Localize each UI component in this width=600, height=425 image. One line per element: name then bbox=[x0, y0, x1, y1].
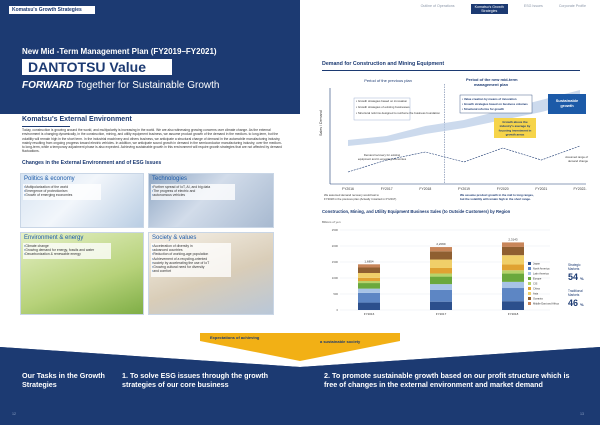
bar-segment bbox=[430, 284, 452, 290]
page-number-right: 13 bbox=[580, 412, 584, 416]
tile-list bbox=[152, 185, 210, 198]
tile-list bbox=[24, 244, 94, 257]
period-new-label-2: management plan bbox=[474, 82, 509, 87]
arrow-label: a sustainable society bbox=[320, 339, 361, 344]
bar-segment bbox=[430, 273, 452, 276]
legend-swatch bbox=[528, 302, 531, 305]
tasks-heading: Our Tasks in the Growth Strategies bbox=[22, 371, 105, 389]
list-item: ▪ The progress of electric and bbox=[152, 189, 210, 193]
x-tick-label: FY2016 bbox=[342, 187, 354, 191]
range-note: Assumed range of bbox=[565, 155, 588, 159]
bar-segment bbox=[430, 290, 452, 302]
legend-label: China bbox=[533, 287, 540, 291]
bar-segment bbox=[502, 282, 524, 288]
new-item: ▪ Value creation by means of innovation bbox=[462, 97, 517, 101]
tile-title: Technologies bbox=[152, 176, 188, 182]
bar-segment bbox=[502, 274, 524, 282]
legend-label: Europe bbox=[533, 277, 542, 281]
tile-title: Environment & energy bbox=[24, 235, 84, 241]
legend-label: Latin America bbox=[533, 272, 549, 276]
tile-technologies bbox=[148, 173, 274, 228]
x-tick-label: FY2021 bbox=[535, 187, 548, 191]
legend-swatch bbox=[528, 292, 531, 295]
y-tick-label: 1500 bbox=[331, 260, 338, 264]
nav-growth[interactable]: Komatsu's Growth Strategies bbox=[471, 4, 508, 14]
bar-segment bbox=[502, 288, 524, 301]
list-item: ▪ and comfort bbox=[152, 269, 209, 273]
legend-swatch bbox=[528, 267, 531, 270]
y-tick-label: 2000 bbox=[331, 244, 338, 248]
bar-total-label: 1,6854 bbox=[364, 259, 374, 264]
nav-esg[interactable]: ESG Issues bbox=[523, 4, 543, 8]
traditional-value: 46 bbox=[568, 298, 579, 308]
growth-note-line: growth areas bbox=[505, 132, 525, 137]
y-tick-label: 2500 bbox=[331, 228, 338, 232]
tile-title: Society & values bbox=[152, 235, 197, 241]
bar-segment bbox=[358, 289, 380, 293]
tile-list bbox=[24, 185, 72, 198]
bar-segment bbox=[502, 247, 524, 255]
chevron-arrow bbox=[0, 331, 600, 367]
period-previous-label: Period of the previous plan bbox=[364, 78, 412, 83]
task-1: 1. To solve ESG issues through the growth strategies of our core business bbox=[122, 371, 269, 389]
section-tag: Komatsu's Growth Strategies bbox=[8, 5, 96, 15]
bottom-note-left: We assumed demand recovery would last to bbox=[324, 193, 379, 197]
bar-segment bbox=[358, 293, 380, 303]
plan-subtitle: New Mid -Term Management Plan (FY2019–FY2021) bbox=[22, 47, 217, 56]
bar-total-label: 2,3143 bbox=[508, 237, 518, 242]
bar-segment bbox=[502, 242, 524, 247]
arrow-label: Expectations of achieving bbox=[210, 335, 260, 340]
external-env-body: Today, construction is growing around the world, and multipolarity is increasing in the world. We are also witnessing growing concerns over climate change. As the external environment is changing dynamically, in the construction, mining, and utility equipment business, we assume product growth of the demand in the medium- to long-term, but the volatility will remain high in the short term. In the industrial machinery and others business, we anticipate a structural change of demand in the automobile manufacturing industry, mainly resulting from ongoing progress toward electric vehicles. In addition, we anticipate sound growth in demand in the semiconductor manufacturing industry, over the medium- to long-term, while a temporary adjustment phase is also expected. Achieving sustainable growth in this environment will require growth strategies that are not affected by demand fluctuations. bbox=[22, 128, 282, 154]
period-new-label: Period of the new mid-term bbox=[466, 77, 518, 82]
bar-segment bbox=[502, 270, 524, 273]
y-tick-label: 500 bbox=[333, 292, 338, 296]
traditional-unit: % bbox=[580, 302, 584, 307]
external-env-title: Komatsu's External Environment bbox=[22, 116, 132, 123]
bar-segment bbox=[430, 260, 452, 268]
bar-segment bbox=[358, 281, 380, 283]
tile-society bbox=[148, 232, 274, 315]
tile-politics bbox=[20, 173, 144, 228]
legend-label: Japan bbox=[533, 262, 541, 266]
list-item: ▪ Growing demand for energy, fossils and water bbox=[24, 248, 94, 252]
previous-item: ▪ Structural reforms designed to reinforce the business foundation bbox=[356, 111, 440, 115]
nav-profile[interactable]: Corporate Profile bbox=[558, 4, 586, 8]
page-number-left: 12 bbox=[12, 412, 16, 416]
list-item: ▪ Acceleration of diversity in bbox=[152, 244, 209, 248]
legend-label: North America bbox=[533, 267, 550, 271]
unit-label: Billions of yen bbox=[322, 220, 341, 224]
list-item: ▪ Climate change bbox=[24, 244, 94, 248]
list-item: ▪ Growing cultural need for diversity bbox=[152, 265, 209, 269]
task-2: 2. To promote sustainable growth based on our profit structure which is free of changes in the external environment and market demand bbox=[324, 371, 570, 389]
bottom-note-left: FY2018 in the previous plan (Actually it started in FY2017) bbox=[324, 197, 397, 201]
bar-segment bbox=[430, 268, 452, 274]
legend-label: Asia bbox=[533, 292, 539, 296]
sustainable-label: Sustainable bbox=[555, 98, 579, 103]
strategic-label: Strategic bbox=[568, 263, 581, 267]
bar-segment bbox=[358, 268, 380, 274]
legend-swatch bbox=[528, 282, 531, 285]
new-item: ▪ Growth strategies based on business volumes bbox=[462, 102, 528, 106]
left-note: equipment and in emerging economies bbox=[357, 157, 407, 161]
bar-segment bbox=[358, 273, 380, 278]
y-tick-label: 0 bbox=[336, 308, 338, 312]
x-tick-label: FY2020 bbox=[496, 187, 509, 191]
sustainable-label: growth bbox=[560, 103, 574, 108]
changes-title: Changes in the External Environment and of ESG Issues bbox=[22, 160, 162, 166]
bottom-note-right: but the volatility will remain high in the short range. bbox=[460, 197, 531, 201]
tile-title: Politics & economy bbox=[24, 176, 75, 182]
bar-segment bbox=[502, 255, 524, 264]
x-tick-label: FY2019 bbox=[458, 187, 470, 191]
x-tick-label: FY2016 bbox=[363, 312, 375, 316]
x-tick-label: FY2018 bbox=[419, 187, 432, 191]
legend-swatch bbox=[528, 287, 531, 290]
list-item: ▪ Emergence of protectionism bbox=[24, 189, 72, 193]
legend-swatch bbox=[528, 297, 531, 300]
bar-segment bbox=[358, 278, 380, 281]
divider bbox=[22, 126, 70, 127]
bar-segment bbox=[502, 301, 524, 310]
list-item: ▪ Decarbonization & renewable energy bbox=[24, 252, 94, 256]
growth-note-line: focusing investment in bbox=[498, 128, 532, 133]
sales-chart-title: Construction, Mining, and Utility Equipment Business Sales (to Outside Customers) by Region bbox=[322, 209, 511, 214]
forward-rest: Together for Sustainable Growth bbox=[73, 80, 220, 91]
bar-segment bbox=[358, 264, 380, 267]
legend-label: CIS bbox=[533, 282, 538, 286]
traditional-label: Markets bbox=[568, 293, 580, 297]
x-tick-label: FY2022- bbox=[573, 187, 587, 191]
list-item: ▪ Multipolarization of the world bbox=[24, 185, 72, 189]
sales-chart bbox=[318, 216, 590, 320]
range-note: demand change bbox=[567, 159, 588, 163]
legend-label: Middle East and Africa bbox=[533, 302, 559, 306]
forward-word: FORWARD bbox=[22, 80, 74, 91]
bar-segment bbox=[358, 303, 380, 310]
nav-outline[interactable]: Outline of Operations bbox=[420, 4, 455, 8]
tile-list bbox=[152, 244, 209, 273]
bar-segment bbox=[430, 251, 452, 259]
bar-segment bbox=[358, 283, 380, 289]
brand-title: DANTOTSU Value bbox=[22, 59, 172, 75]
traditional-label: Traditional bbox=[568, 289, 583, 293]
legend-swatch bbox=[528, 262, 531, 265]
new-item: ▪ Structural reforms for growth bbox=[462, 107, 505, 111]
strategic-value: 54 bbox=[568, 272, 579, 282]
bar-segment bbox=[430, 302, 452, 310]
list-item: ▪ Achievement of a recycling-oriented bbox=[152, 257, 209, 261]
list-item: ▪ Further spread of IoT, AI, and big data bbox=[152, 185, 210, 189]
list-item: ▪ Growth of emerging economies bbox=[24, 193, 72, 197]
divider bbox=[322, 70, 580, 71]
growth-note-line: Growth above the bbox=[502, 120, 528, 124]
x-tick-label: FY2018 bbox=[507, 312, 519, 316]
bar-total-label: 2,2069 bbox=[436, 242, 446, 247]
x-tick-label: FY2017 bbox=[435, 312, 447, 316]
previous-item: ▪ Growth strategies based on innovation bbox=[356, 99, 408, 103]
bottom-note-right: We assume product growth in the mid to long ranges, bbox=[460, 193, 534, 197]
y-tick-label: 1000 bbox=[331, 276, 338, 280]
legend-swatch bbox=[528, 277, 531, 280]
demand-chart bbox=[318, 76, 590, 202]
list-item: ▪ autonomous vehicles bbox=[152, 193, 210, 197]
legend-label: Oceania bbox=[533, 297, 543, 301]
list-item: ▪ advanced countries bbox=[152, 248, 209, 252]
left-note: Demand recovery for existing bbox=[363, 153, 401, 157]
top-nav bbox=[421, 4, 586, 14]
growth-note-line: industry's average by bbox=[499, 124, 531, 129]
strategic-label: Markets bbox=[568, 267, 580, 271]
bar-segment bbox=[502, 265, 524, 271]
strategic-unit: % bbox=[580, 276, 584, 281]
y-axis-label: Sales / Demand bbox=[319, 110, 323, 136]
legend-swatch bbox=[528, 272, 531, 275]
forward-tagline bbox=[22, 80, 220, 91]
list-item: ▪ society by accelerating the use of IoT bbox=[152, 261, 209, 265]
previous-item: ▪ Growth strategies of existing businesses bbox=[356, 105, 410, 109]
bar-segment bbox=[430, 247, 452, 251]
bar-segment bbox=[430, 277, 452, 285]
tile-environment bbox=[20, 232, 144, 315]
x-tick-label: FY2017 bbox=[380, 187, 393, 191]
list-item: ▪ Reduction of working-age population bbox=[152, 252, 209, 256]
demand-chart-title: Demand for Construction and Mining Equipment bbox=[322, 61, 445, 67]
